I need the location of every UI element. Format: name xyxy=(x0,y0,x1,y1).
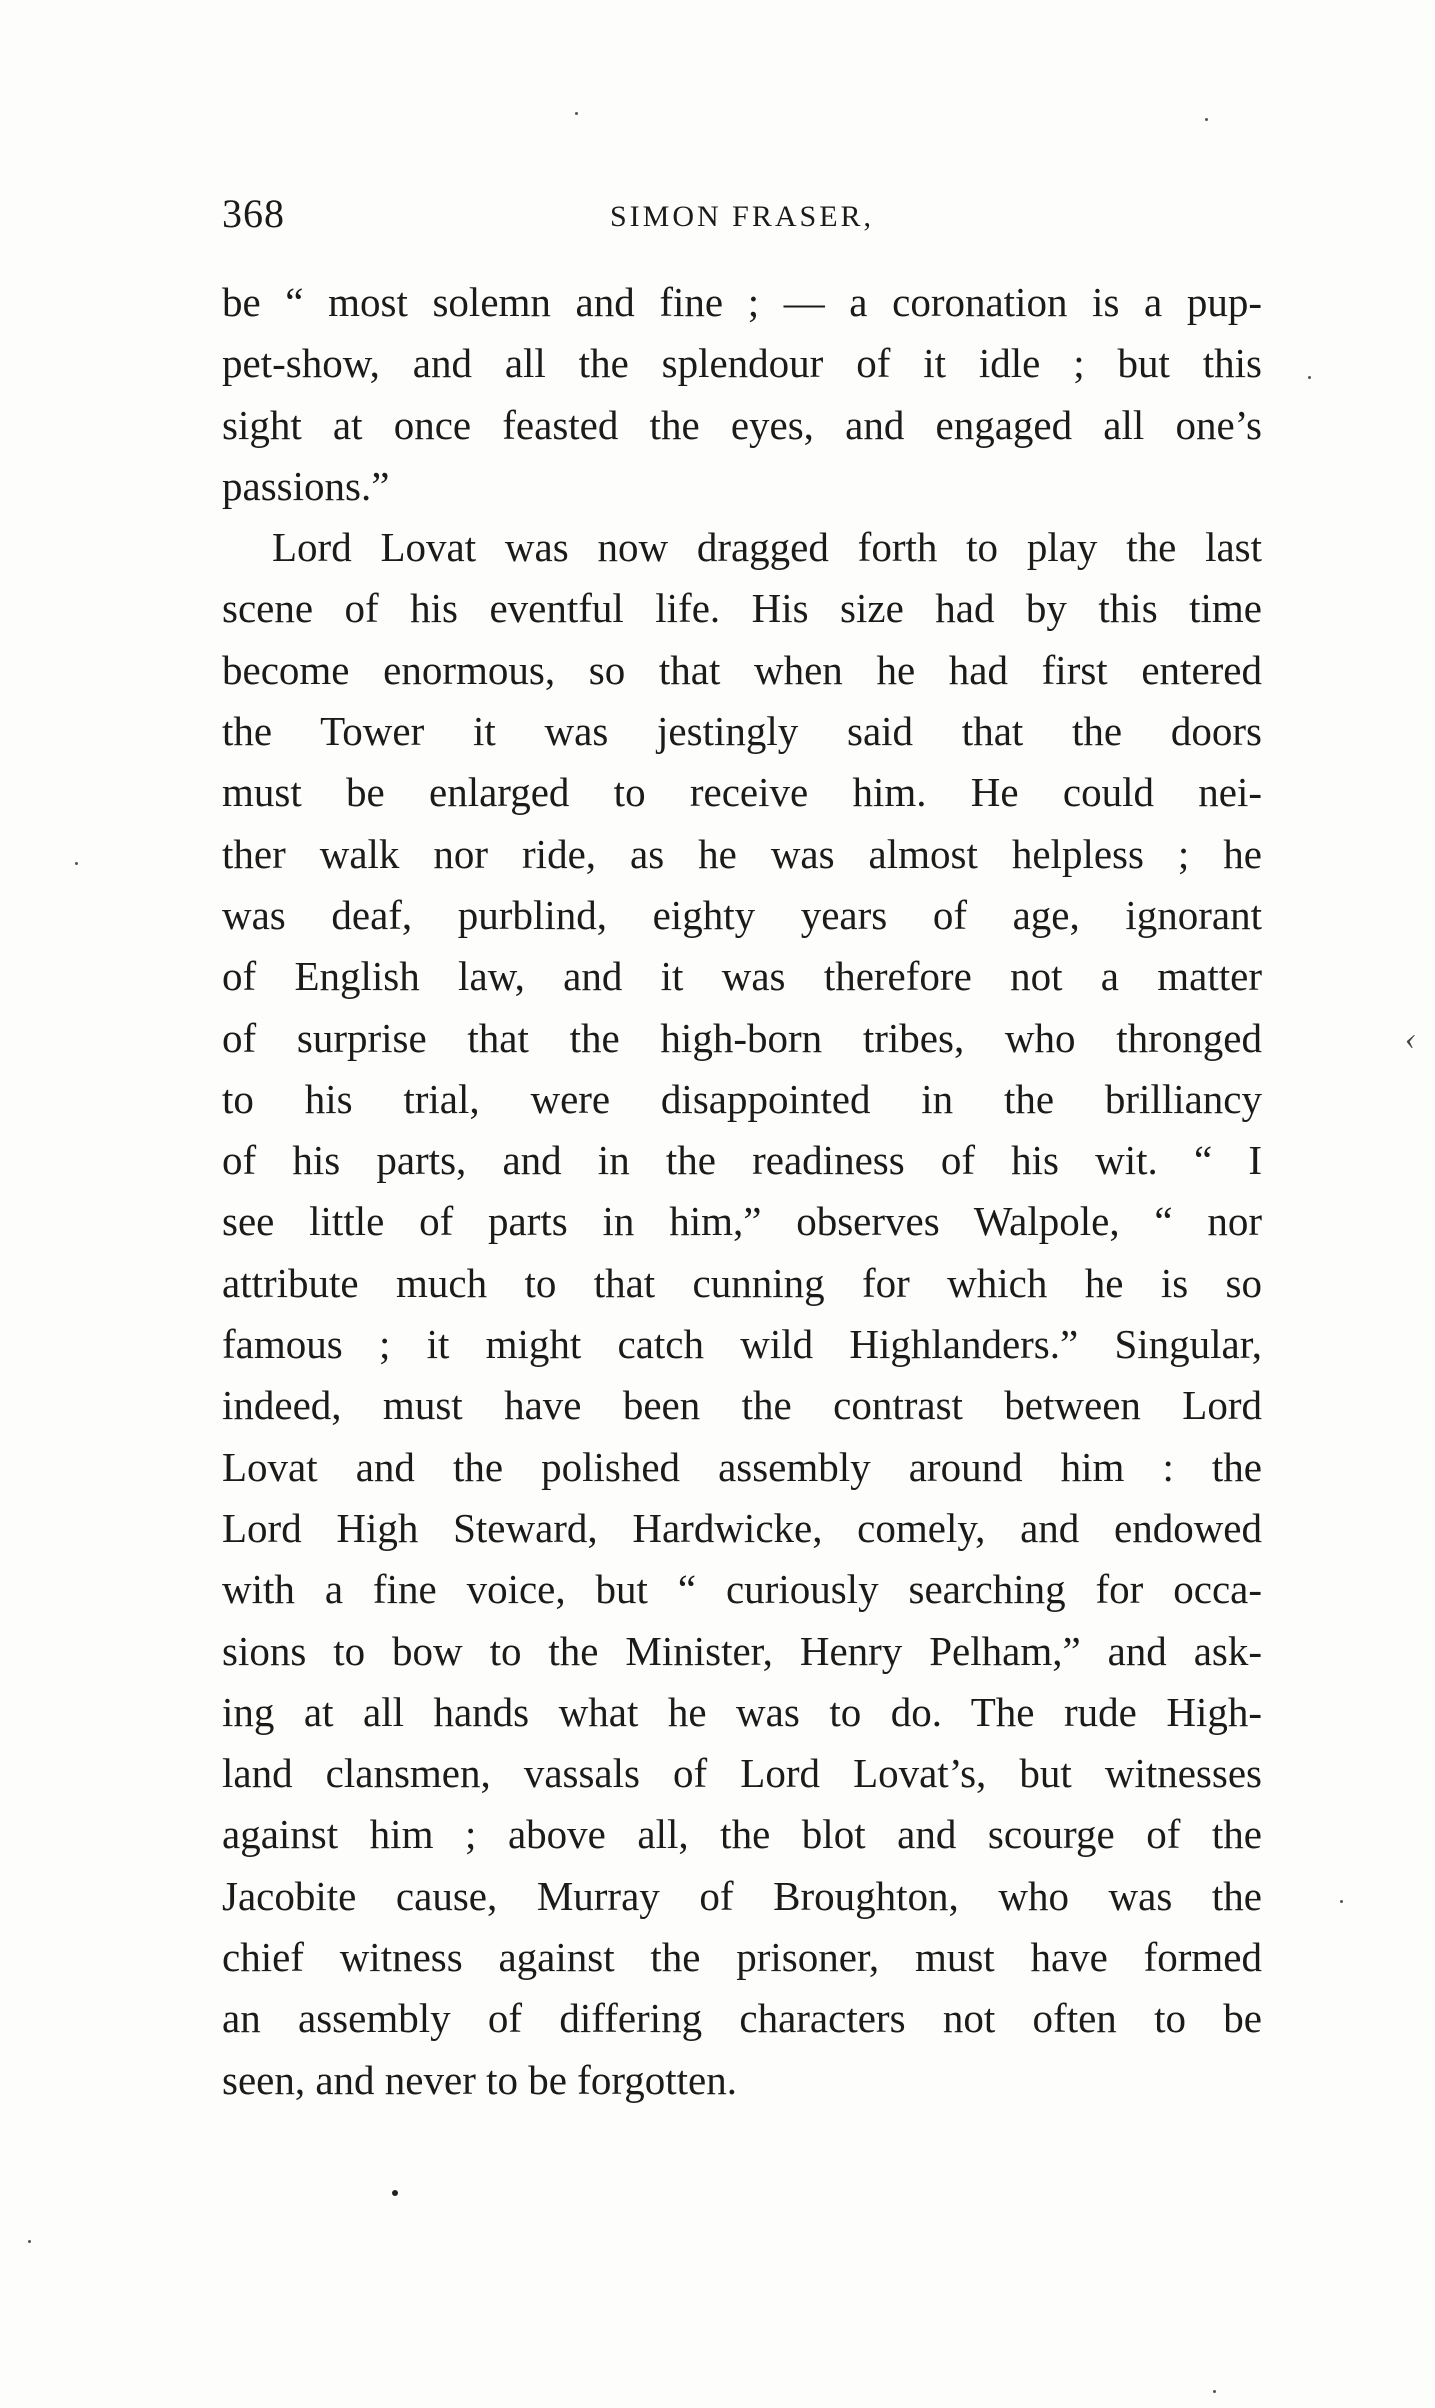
scan-speck xyxy=(75,862,78,865)
text-line: chief witness against the prisoner, must have formed xyxy=(222,1934,1262,1981)
text-line: become enormous, so that when he had first entered xyxy=(222,646,1262,693)
text-line: sions to bow to the Minister, Henry Pelham,” and ask- xyxy=(222,1627,1262,1674)
text-line: against him ; above all, the blot and scourge of the xyxy=(222,1811,1262,1858)
text-line: ther walk nor ride, as he was almost helpless ; he xyxy=(222,830,1262,877)
text-line: of English law, and it was therefore not a matter xyxy=(222,953,1262,1000)
scan-speck xyxy=(1213,2390,1216,2393)
text-line: Lord Lovat was now dragged forth to play the last xyxy=(272,524,1262,571)
scan-speck xyxy=(392,2190,398,2196)
text-line: Lord High Steward, Hardwicke, comely, and endowed xyxy=(222,1504,1262,1551)
text-line: seen, and never to be forgotten. xyxy=(222,2056,737,2103)
text-line: an assembly of differing characters not often to be xyxy=(222,1995,1262,2042)
text-line: Lovat and the polished assembly around him : the xyxy=(222,1443,1262,1490)
body-text xyxy=(222,272,1262,2111)
text-line: be “ most solemn and fine ; — a coronation is a pup- xyxy=(222,279,1262,325)
scan-speck xyxy=(575,112,578,115)
text-line: see little of parts in him,” observes Walpole, “ nor xyxy=(222,1198,1262,1245)
text-line: land clansmen, vassals of Lord Lovat’s, but witnesses xyxy=(222,1750,1262,1797)
text-line: to his trial, were disappointed in the brilliancy xyxy=(222,1075,1262,1122)
text-line: must be enlarged to receive him. He could nei- xyxy=(222,769,1262,816)
text-line: was deaf, purblind, eighty years of age, ignorant xyxy=(222,891,1262,938)
paragraph-1 xyxy=(222,272,1262,517)
margin-mark: ‹ xyxy=(1405,1020,1417,1057)
scan-speck xyxy=(1205,118,1208,121)
text-line: famous ; it might catch wild Highlanders.” Singular, xyxy=(222,1321,1262,1368)
text-line: Jacobite cause, Murray of Broughton, who was the xyxy=(222,1872,1262,1919)
page-number: 368 xyxy=(222,191,285,236)
scan-speck xyxy=(1340,1900,1343,1903)
running-head: SIMON FRASER, xyxy=(609,200,875,233)
text-line: of surprise that the high-born tribes, who thronged xyxy=(222,1014,1262,1061)
text-line: the Tower it was jestingly said that the doors xyxy=(222,708,1262,755)
scan-speck xyxy=(1308,376,1311,379)
text-line: scene of his eventful life. His size had by this time xyxy=(222,585,1262,632)
text-line: sight at once feasted the eyes, and engaged all one’s xyxy=(222,401,1262,448)
text-line: pet-show, and all the splendour of it idle ; but this xyxy=(222,340,1262,387)
text-line: of his parts, and in the readiness of his wit. “ I xyxy=(222,1137,1262,1184)
text-line: passions.” xyxy=(222,462,390,509)
paragraph-2 xyxy=(222,517,1262,2111)
text-line: attribute much to that cunning for which he is so xyxy=(222,1259,1262,1306)
text-line: with a fine voice, but “ curiously searching for occa- xyxy=(222,1566,1262,1613)
scan-speck xyxy=(28,2240,31,2243)
text-line: indeed, must have been the contrast between Lord xyxy=(222,1382,1262,1429)
text-line: ing at all hands what he was to do. The rude High- xyxy=(222,1688,1262,1735)
page-header xyxy=(222,190,1262,250)
